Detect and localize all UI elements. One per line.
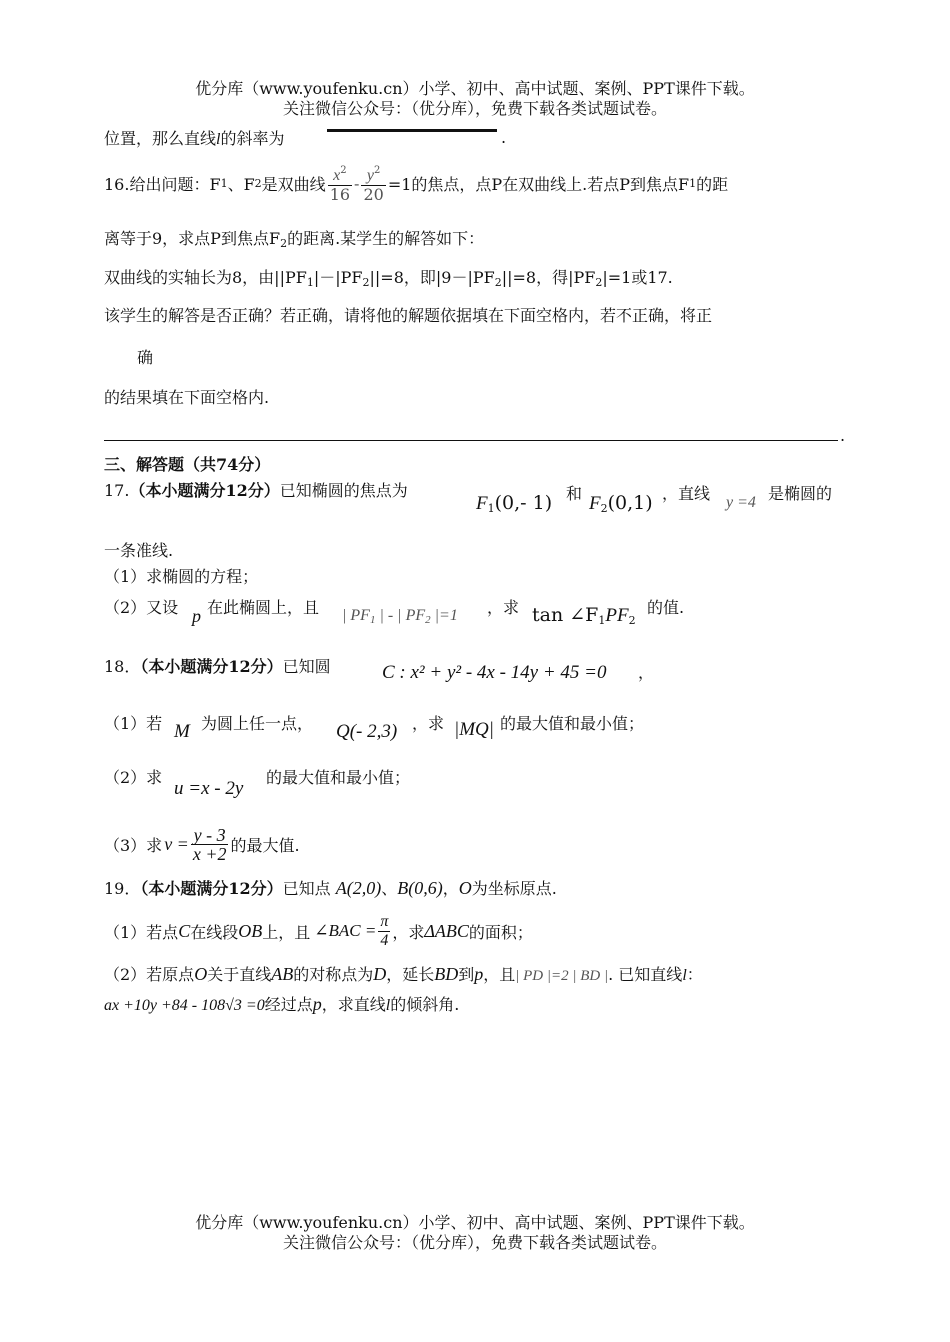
q16-line-4: 该学生的解答是否正确？若正确，请将他的解题依据填在下面空格内，若不正确，将正 bbox=[104, 306, 713, 325]
q17-part-2-d: 的值. bbox=[647, 598, 685, 617]
footer-line-1: 优分库（www.youfenku.cn）小学、初中、高中试题、案例、PPT课件下载。 bbox=[195, 1213, 755, 1232]
q18-mq: |MQ| bbox=[454, 719, 494, 740]
q18-comma: ， bbox=[638, 663, 655, 682]
q18-part-2-b: 的最大值和最小值； bbox=[266, 768, 411, 787]
q18-part-1-b: 为圆上任一点， bbox=[201, 714, 314, 733]
section-3-title: 三、解答题（共74分） bbox=[104, 455, 271, 474]
q17-line-1: 17.（本小题满分12分）已知椭圆的焦点为 bbox=[104, 481, 408, 500]
q18-point-q: Q(- 2,3) bbox=[336, 721, 398, 742]
fraction-v: $\frac{y - 3}{x +2}$ bbox=[192, 824, 227, 864]
q17-and: 和 bbox=[566, 484, 583, 503]
q16-line-3: 双曲线的实轴长为8，由$||PF_1|-|PF_2||=8$，即$|9-|PF_2||=8$，得$|PF_2|=1$或17. bbox=[104, 268, 673, 289]
q17-tan-expr: $\tan \angle F_1PF_2$ bbox=[532, 604, 636, 627]
q17-directrix: y =4 bbox=[726, 494, 756, 511]
q19-part-2-line-2: ax +10y +84 - 108√3 =0经过点p，求直线l的倾斜角. bbox=[104, 994, 460, 1014]
header-line-1: 优分库（www.youfenku.cn）小学、初中、高中试题、案例、PPT课件下载。 bbox=[195, 79, 755, 98]
q17-line-2: 一条准线. bbox=[104, 541, 174, 560]
q16-line-5: 确 bbox=[137, 348, 154, 367]
q15-period: . bbox=[501, 128, 507, 147]
q17-part-2-b: 在此椭圆上，且 bbox=[207, 598, 320, 617]
q19-part-2-line-1: （2）若原点O关于直线AB的对称点为D，延长BD到p，且| PD |=2 | BD |. 已知直线l： bbox=[104, 964, 703, 984]
q17-point-p: p bbox=[192, 606, 201, 626]
q16-line-1: 16.给出问题：F 1 、F 2 是双曲线 $\frac{x^2}{16}$ - $\frac{y^2}{20}$ =1的焦点，点P在双曲线上.若点P到焦点F 1 的距 bbox=[104, 158, 728, 208]
fraction-x2-16: $\frac{x^2}{16}$ bbox=[329, 165, 351, 204]
q19-part-1: （1）若点 C 在线段 OB 上，且 ∠BAC = $\frac{\pi}{4}$ ，求 ΔABC 的面积； bbox=[104, 912, 533, 949]
q18-line-1: 18．（本小题满分12分）已知圆 bbox=[104, 657, 331, 676]
footer-line-2: 关注微信公众号：（优分库），免费下载各类试题试卷。 bbox=[282, 1233, 667, 1252]
q18-point-m: M bbox=[174, 721, 190, 742]
q17-part-2-a: （2）又设 bbox=[104, 598, 179, 617]
q18-part-1-a: （1）若 bbox=[104, 714, 163, 733]
q18-part-1-d: 的最大值和最小值； bbox=[500, 714, 645, 733]
q15-tail: 位置，那么直线l的斜率为 bbox=[104, 129, 285, 148]
q17-focus-f2: $F_2(0,1)$ bbox=[589, 492, 653, 515]
q16-answer-blank[interactable] bbox=[104, 440, 838, 441]
q17-text-b: ，直线 bbox=[662, 484, 711, 503]
q15-answer-blank[interactable] bbox=[327, 129, 497, 132]
q18-part-1-c: ，求 bbox=[412, 714, 445, 733]
q17-focus-f1: $F_1(0,-$ 1) bbox=[476, 492, 553, 515]
q18-part-3: （3）求 v = $\frac{y - 3}{x +2}$ 的最大值. bbox=[104, 824, 300, 864]
q17-text-c: 是椭圆的 bbox=[768, 484, 833, 503]
q18-u-expr: u =x - 2y bbox=[174, 778, 244, 799]
q18-circle-eq: C : x² + y² - 4x - 14y + 45 =0 bbox=[382, 662, 607, 683]
header-line-2: 关注微信公众号：（优分库），免费下载各类试题试卷。 bbox=[282, 99, 667, 118]
q17-focal-eq: | $PF_1$ | - | $PF_2$ |=1 bbox=[342, 607, 458, 626]
q16-line-6: 的结果填在下面空格内. bbox=[104, 388, 270, 407]
fraction-pi-4: $\frac{\pi}{4}$ bbox=[380, 912, 389, 949]
q16-blank-period: . bbox=[840, 426, 846, 445]
q17-part-1: （1）求椭圆的方程； bbox=[104, 567, 259, 586]
q17-part-2-c: ，求 bbox=[487, 598, 520, 617]
fraction-y2-20: $\frac{y^2}{20}$ bbox=[363, 165, 384, 204]
q16-line-2: 离等于9，求点P到焦点$F_2$的距离.某学生的解答如下： bbox=[104, 229, 485, 250]
q18-part-2-a: （2）求 bbox=[104, 768, 163, 787]
q19-line-1: 19．（本小题满分12分）已知点 A(2,0)、B(0,6)，O为坐标原点. bbox=[104, 878, 557, 898]
